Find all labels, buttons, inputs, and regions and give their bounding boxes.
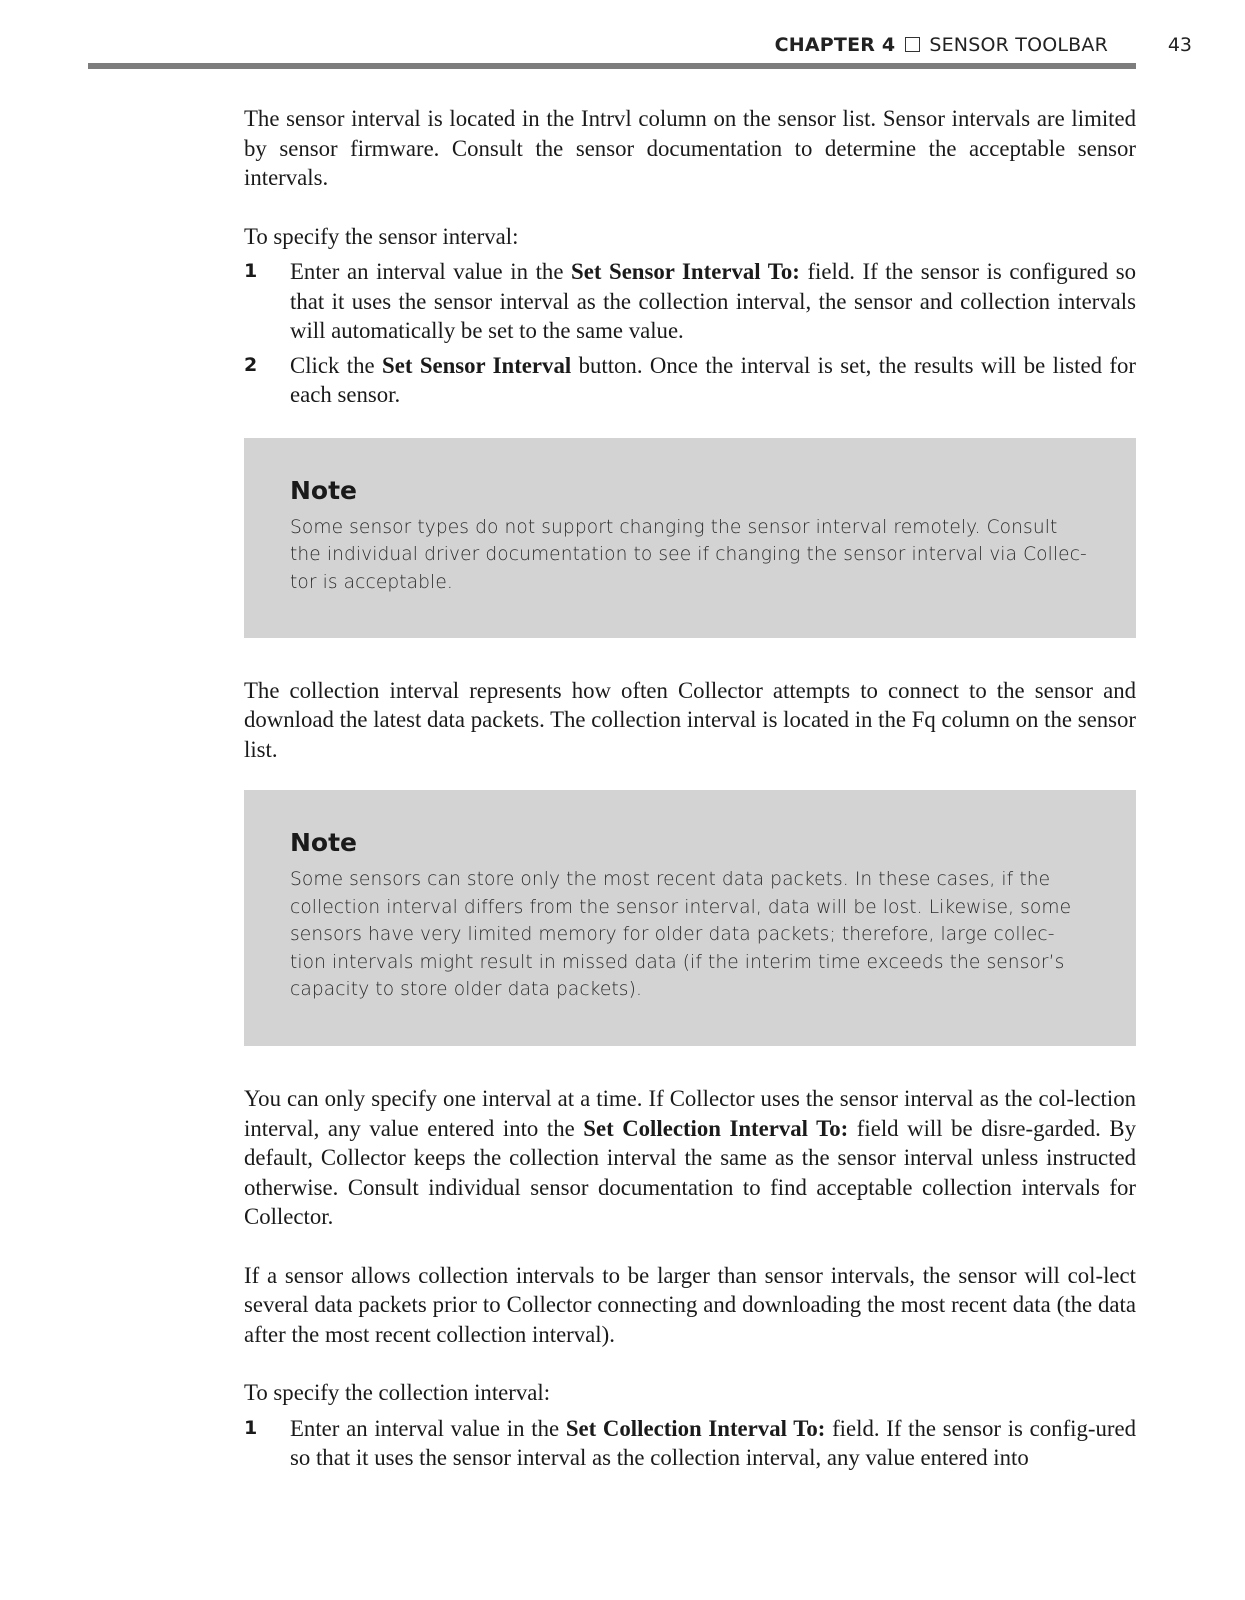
note-box (244, 790, 1136, 1046)
step-text: Click the (290, 352, 383, 378)
separator-box-icon (905, 37, 920, 52)
step-item (244, 351, 1136, 410)
paragraph-specify-sensor: To specify the sensor interval: (244, 223, 519, 249)
paragraph-sensor-interval: The sensor interval is located in the Intrvl column on the sensor list. Sensor intervals are limited by sensor firmware. Consult the sensor documentation to determine the acceptable sensor intervals. (244, 106, 1136, 190)
step-text: field. If the sensor is config-ured so that it uses the sensor interval as the collection interval, any value entered into (290, 1415, 1136, 1470)
step-text: button. Once the interval is set, the results will be listed for each sensor. (290, 352, 1136, 407)
note-box (244, 438, 1136, 638)
page-body (244, 104, 1136, 1473)
step-text: Enter an interval value in the (290, 1415, 566, 1441)
step-button-name: Set Sensor Interval (382, 352, 572, 378)
step-text: Enter an interval value in the (290, 259, 572, 284)
header-rule (88, 63, 1136, 69)
page-number: 43 (1167, 34, 1192, 56)
paragraph-specify-collection: To specify the collection interval: (244, 1380, 551, 1405)
paragraph-one-interval (244, 1084, 1136, 1232)
running-header (0, 34, 1245, 58)
note-title: Note (290, 828, 358, 857)
chapter-label: CHAPTER 4 (774, 34, 896, 56)
note-text: Some sensor types do not support changing the sensor interval remotely. Consult the individual driver documentation to see if changing the sensor interval via Collec-tor is acceptable. (290, 516, 1087, 593)
step-number: 2 (244, 353, 258, 376)
step-number: 1 (244, 260, 258, 282)
note-text: Some sensors can store only the most recent data packets. In these cases, if the collection interval differs from the sensor interval, data will be lost. Likewise, some sensors have very limited memory for older data packets; therefore, large collec-tion intervals might result in missed data (if the interim time exceeds the sensor’s capacity to store older data packets). (290, 869, 1072, 1000)
paragraph-collection-interval: The collection interval represents how often Collector attempts to connect to the sensor and download the latest data packets. The collection interval is located in the Fq column on the sensor list. (244, 677, 1136, 762)
step-item (244, 1414, 1136, 1473)
paragraph-text: field will be disre-garded. By default, Collector keeps the collection interval the same as the sensor interval unless instructed otherwise. Consult individual sensor documentation to find acceptable collection intervals for Collector. (244, 1115, 1136, 1229)
paragraph-text: You can only specify one interval at a time. If Collector uses the sensor interval as the col-lection interval, any value entered into the (244, 1086, 1136, 1141)
note-title: Note (290, 475, 358, 505)
step-field-name: Set Collection Interval To: (565, 1415, 826, 1441)
steps-sensor-interval (244, 257, 1136, 410)
step-field-name: Set Sensor Interval To: (571, 259, 800, 284)
step-number: 1 (244, 1416, 258, 1439)
chapter-heading (775, 34, 1108, 56)
field-name: Set Collection Interval To: (583, 1115, 849, 1141)
step-text: field. If the sensor is configured so that it uses the sensor interval as the collection interval, the sensor and collection intervals will automatically be set to the same value. (290, 259, 1137, 343)
steps-collection-interval (244, 1414, 1136, 1473)
paragraph-larger-intervals: If a sensor allows collection intervals to be larger than sensor intervals, the sensor will col-lect several data packets prior to Collector connecting and downloading the most recent data (the data after the most recent collection interval). (244, 1262, 1136, 1347)
section-label: SENSOR TOOLBAR (929, 34, 1108, 56)
step-item (244, 257, 1136, 346)
